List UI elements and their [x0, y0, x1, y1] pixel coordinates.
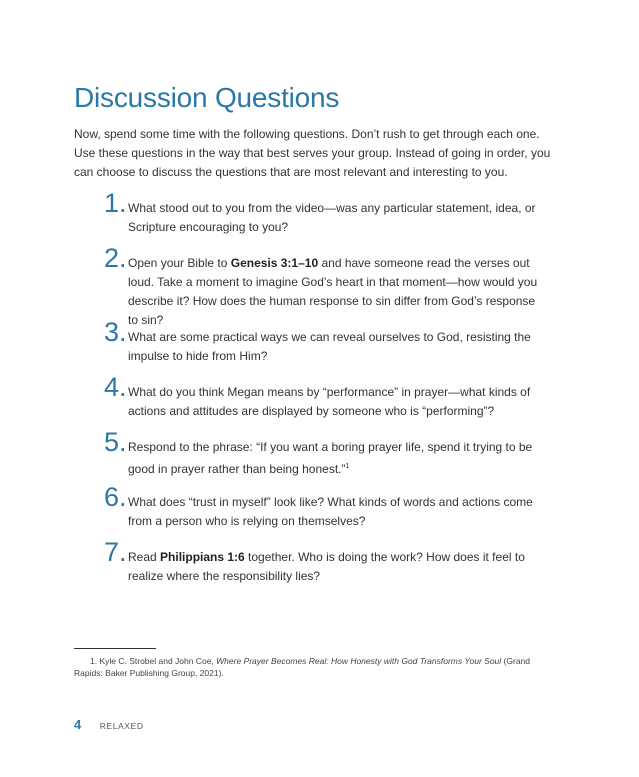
question-number: 2.	[104, 243, 127, 273]
question-number: 5.	[104, 427, 127, 457]
question-text: What does “trust in myself” look like? What kinds of words and actions come from a person who is relying on themselves?	[128, 495, 533, 528]
question-text	[128, 548, 548, 586]
footnote-authors: 1. Kyle C. Strobel and John Coe,	[90, 656, 217, 666]
page-footer	[74, 716, 144, 734]
question-text-body: Respond to the phrase: “If you want a boring prayer life, spend it trying to be good in prayer rather than being honest.”	[128, 440, 533, 476]
question-text: What do you think Megan means by “performance” in prayer—what kinds of actions and attitudes are displayed by someone who is “performing”?	[128, 385, 531, 418]
footnote-book-title: Where Prayer Becomes Real: How Honesty with God Transforms Your Soul	[216, 656, 502, 666]
question-number: 4.	[104, 372, 127, 402]
scripture-reference: Philippians 1:6	[160, 550, 245, 564]
footnote-publisher: (Grand Rapids: Baker Publishing Group, 2021).	[74, 656, 531, 678]
scripture-reference: Genesis 3:1–10	[230, 256, 319, 270]
question-number: 1.	[104, 188, 127, 218]
running-head: RELAXED	[99, 721, 144, 731]
page-number: 4	[74, 717, 82, 732]
footnote-marker: 1	[345, 463, 350, 470]
question-number: 7.	[104, 537, 127, 567]
question-text-rest: together. Who is doing the work? How does it feel to realize where the responsibility lies?	[128, 550, 525, 583]
question-text: What are some practical ways we can reveal ourselves to God, resisting the impulse to hide from Him?	[128, 330, 531, 363]
question-text-rest: and have someone read the verses out loud. Take a moment to imagine God’s heart in that moment—how would you describe it? How does the human response to sin differ from God’s response to sin?	[128, 256, 538, 327]
question-text-lead: Open your Bible to	[128, 256, 231, 270]
question-text-lead: Read	[128, 550, 161, 564]
footnote-divider	[74, 648, 156, 649]
question-text	[128, 254, 548, 330]
question-number: 3.	[104, 317, 127, 347]
question-text: What stood out to you from the video—was any particular statement, idea, or Scripture encouraging to you?	[128, 201, 536, 234]
question-text	[128, 438, 548, 479]
page-title: Discussion Questions	[74, 82, 340, 113]
question-number: 6.	[104, 482, 127, 512]
footnote	[74, 655, 556, 679]
intro-paragraph: Now, spend some time with the following questions. Don’t rush to get through each one. Use these questions in the way that best serves your group. Instead of going in order, you can choose to discuss the questions that are most relevant and interesting to you.	[74, 127, 551, 179]
